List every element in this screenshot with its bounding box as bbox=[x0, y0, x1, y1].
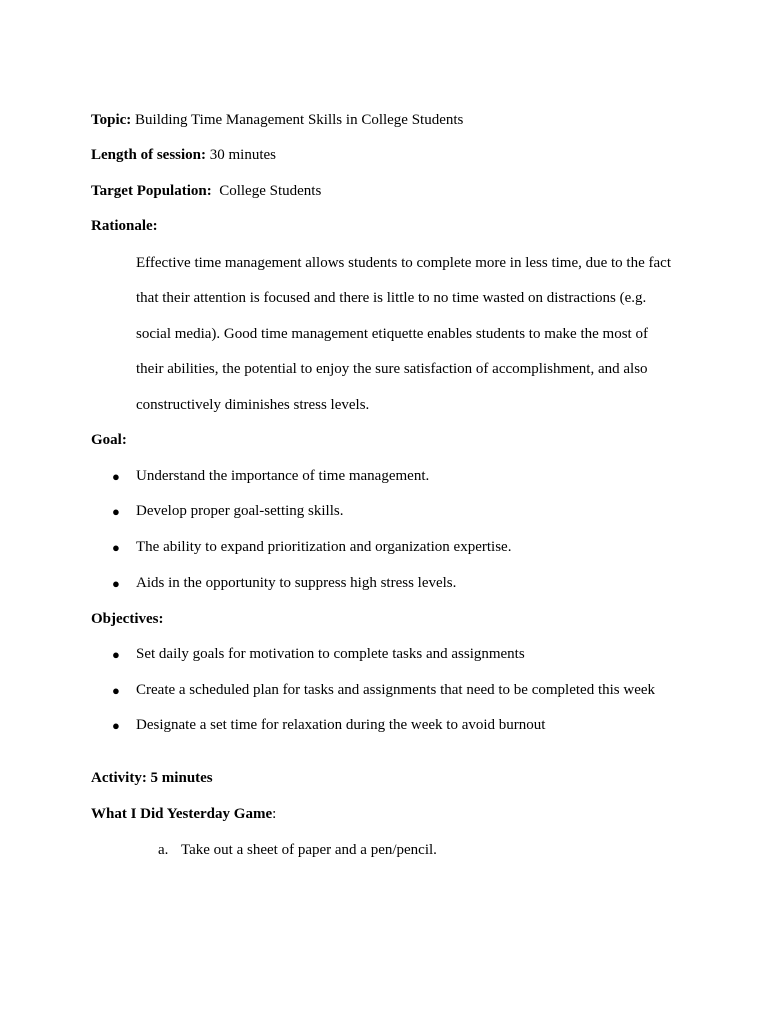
topic-line bbox=[91, 111, 463, 129]
step-marker: a. bbox=[158, 842, 169, 858]
length-label: Length of session: bbox=[91, 147, 207, 163]
objectives-heading: Objectives: bbox=[91, 611, 164, 627]
game-title: What I Did Yesterday Game bbox=[91, 806, 273, 822]
activity-heading: Activity: 5 minutes bbox=[91, 770, 213, 786]
step-text: Take out a sheet of paper and a pen/pencil. bbox=[181, 842, 437, 858]
rationale-line-5: constructively diminishes stress levels. bbox=[136, 397, 370, 413]
bullet-icon: ● bbox=[112, 469, 120, 484]
rationale-line-2: that their attention is focused and there is little to no time wasted on distractions (e.g. bbox=[136, 290, 647, 306]
length-line bbox=[91, 146, 276, 164]
bullet-icon: ● bbox=[112, 576, 120, 591]
target-value: College Students bbox=[211, 183, 322, 199]
bullet-icon: ● bbox=[112, 540, 120, 555]
objective-item: Designate a set time for relaxation during the week to avoid burnout bbox=[136, 717, 546, 733]
objective-item: Create a scheduled plan for tasks and assignments that need to be completed this week bbox=[136, 682, 656, 698]
rationale-line-1: Effective time management allows students to complete more in less time, due to the fact bbox=[136, 255, 671, 271]
topic-value: Building Time Management Skills in College Students bbox=[131, 112, 464, 128]
goal-heading: Goal: bbox=[91, 432, 127, 448]
topic-label: Topic: bbox=[91, 112, 132, 128]
rationale-line-4: their abilities, the potential to enjoy the sure satisfaction of accomplishment, and also bbox=[136, 361, 648, 377]
target-label: Target Population: bbox=[91, 183, 212, 199]
goal-item: The ability to expand prioritization and organization expertise. bbox=[136, 539, 512, 555]
bullet-icon: ● bbox=[112, 647, 120, 662]
target-population-line bbox=[91, 182, 321, 200]
length-value: 30 minutes bbox=[206, 147, 277, 163]
goal-item: Develop proper goal-setting skills. bbox=[136, 503, 344, 519]
bullet-icon: ● bbox=[112, 504, 120, 519]
bullet-icon: ● bbox=[112, 683, 120, 698]
goal-item: Understand the importance of time management. bbox=[136, 468, 430, 484]
bullet-icon: ● bbox=[112, 718, 120, 733]
objective-item: Set daily goals for motivation to complete tasks and assignments bbox=[136, 646, 525, 662]
game-colon: : bbox=[272, 806, 277, 822]
rationale-line-3: social media). Good time management etiquette enables students to make the most of bbox=[136, 326, 648, 342]
rationale-heading: Rationale: bbox=[91, 218, 158, 234]
goal-item: Aids in the opportunity to suppress high stress levels. bbox=[136, 575, 457, 591]
game-heading bbox=[91, 805, 276, 823]
